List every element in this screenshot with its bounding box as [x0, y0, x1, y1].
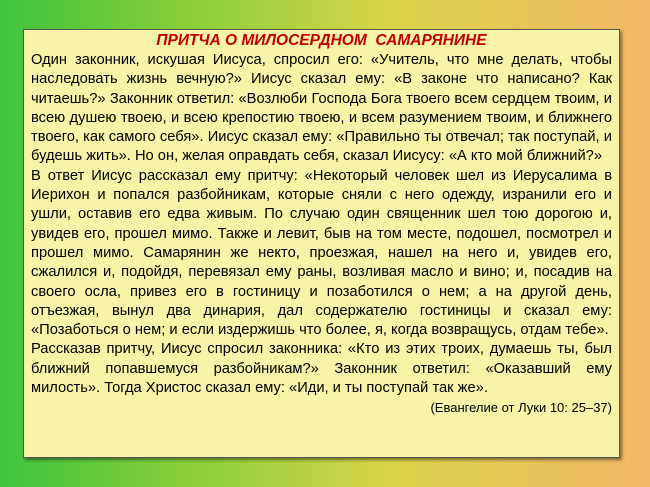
text-card [23, 29, 620, 458]
page-title: ПРИТЧА О МИЛОСЕРДНОМ САМАРЯНИНЕ [156, 32, 487, 49]
paragraph-conclusion: Рассказав притчу, Иисус спросил законника: «Кто из этих троих, думаешь ты, был ближний попавшемуся разбойникам?» Законник ответил: «Оказавший ему милость». Тогда Христос сказал ему: «Иди, и ты поступай так же». [31, 341, 612, 397]
paragraph-parable: В ответ Иисус рассказал ему притчу: «Некоторый человек шел из Иерусалима в Иерихон и попался разбойникам, которые сняли с него одежду, изранили его и ушли, оставив его едва живым. По случаю один священник шел тою дорогою и, увидев его, прошел мимо. Также и левит, быв на том месте, подошел, посмотрел и прошел мимо. Самарянин же некто, проезжая, нашел на него и, увидев его, сжалился и, подойдя, перевязал ему раны, возливая масло и вино; и, посадив на своего осла, привез его в гостиницу и позаботился о нем; а на другой день, отъезжая, вынул два динария, дал содержателю гостиницы и сказал ему: «Позаботься о нем; и если издержишь что более, я, когда возвращусь, отдам тебе». [31, 167, 612, 339]
source-citation: (Евангелие от Луки 10: 25–37) [430, 400, 612, 416]
paragraph-dialogue: Один законник, искушая Иисуса, спросил его: «Учитель, что мне делать, чтобы наследовать жизнь вечную?» Иисус сказал ему: «В законе что написано? Как читаешь?» Законник ответил: «Возлюби Господа Бога твоего всем сердцем твоим, и всею душею твоею, и всею крепостию твоею, и всем разумением твоим, и ближнего твоего, как самого себя». Иисус сказал ему: «Правильно ты отвечал; так поступай, и будешь жить». Но он, желая оправдать себя, сказал Иисусу: «А кто мой ближний?» [31, 52, 612, 165]
